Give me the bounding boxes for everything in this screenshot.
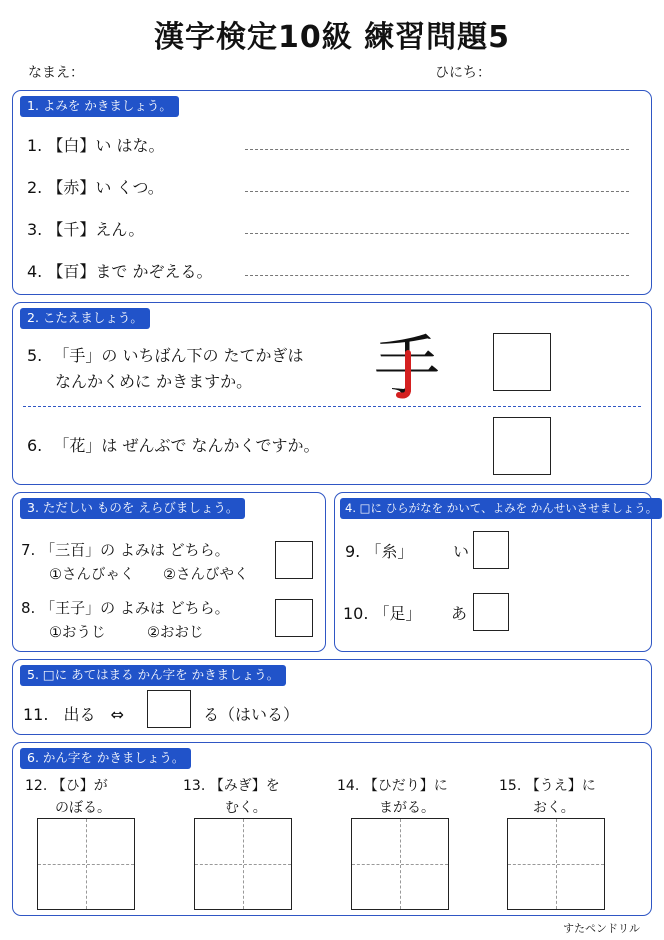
section-6-box <box>12 742 652 916</box>
stroke-order-kanji-glyph: 手 <box>374 328 440 401</box>
question-13-line2: むく。 <box>225 800 267 816</box>
question-10-text: 10. 「足」 <box>343 604 422 623</box>
answer-box-5[interactable] <box>493 333 551 391</box>
question-3-number: 3. <box>27 220 43 239</box>
question-12-line1: 12. 【ひ】が <box>25 778 108 794</box>
question-7-option-1[interactable]: ①さんびゃく <box>49 567 135 583</box>
date-label: ひにち： <box>435 65 491 81</box>
question-6-text: 「花」は ぜんぶで なんかくですか。 <box>53 436 320 455</box>
question-12-line2: のぼる。 <box>55 800 111 816</box>
question-1-text: 【白】い はな。 <box>47 136 165 155</box>
question-4-number: 4. <box>27 262 43 281</box>
stroke-order-kanji-demo <box>369 325 445 401</box>
question-8-option-1[interactable]: ①おうじ <box>49 625 106 641</box>
section-3-box <box>12 492 326 652</box>
question-3-text: 【千】えん。 <box>47 220 145 239</box>
section-5-tag: 5. □に あてはまる かん字を かきましょう。 <box>20 665 286 686</box>
answer-box-10[interactable] <box>473 593 509 631</box>
question-11-suffix: る（はいる） <box>203 705 300 724</box>
question-15-line1: 15. 【うえ】に <box>499 778 596 794</box>
question-11-number: 11. <box>23 705 49 724</box>
question-7-text: 7. 「三百」の よみは どちら。 <box>21 541 230 559</box>
question-5-line2: なんかくめに かきますか。 <box>55 372 253 391</box>
answer-line-3[interactable] <box>245 233 629 234</box>
question-10-kana: あ <box>451 604 468 623</box>
section-4-tag: 4. □に ひらがなを かいて、よみを かんせいさせましょう。 <box>340 498 662 519</box>
section-4-box <box>334 492 658 652</box>
question-9-text: 9. 「糸」 <box>345 542 414 561</box>
answer-box-8[interactable] <box>275 599 313 637</box>
answer-box-6[interactable] <box>493 417 551 475</box>
question-14-line2: まがる。 <box>379 800 435 816</box>
section-5-box <box>12 659 652 735</box>
question-1-number: 1. <box>27 136 43 155</box>
answer-line-1[interactable] <box>245 149 629 150</box>
footer-brand: すたペンドリル <box>563 922 640 935</box>
section-2-tag: 2. こたえましょう。 <box>20 308 150 329</box>
question-1 <box>27 133 164 156</box>
question-4 <box>27 259 212 282</box>
answer-box-7[interactable] <box>275 541 313 579</box>
section-2-divider <box>23 406 641 407</box>
question-5-line1: 「手」の いちばん下の たてかぎは <box>53 346 304 365</box>
kanji-grid-15[interactable] <box>507 818 605 910</box>
kanji-grid-13[interactable] <box>194 818 292 910</box>
question-3 <box>27 217 144 240</box>
page-title: 漢字検定10級 練習問題5 <box>153 20 511 55</box>
question-5-number: 5. <box>27 346 43 365</box>
opposite-arrow-icon: ⇔ <box>110 705 125 724</box>
answer-line-4[interactable] <box>245 275 629 276</box>
section-1-box <box>12 90 652 295</box>
section-2-box <box>12 302 652 485</box>
question-5 <box>27 343 304 366</box>
question-14-line1: 14. 【ひだり】に <box>337 778 448 794</box>
question-7-option-2[interactable]: ②さんびやく <box>163 567 249 583</box>
question-8-option-2[interactable]: ②おおじ <box>147 625 204 641</box>
answer-box-9[interactable] <box>473 531 509 569</box>
section-6-tag: 6. かん字を かきましょう。 <box>20 748 191 769</box>
section-1-tag: 1. よみを かきましょう。 <box>20 96 179 117</box>
question-8-text: 8. 「王子」の よみは どちら。 <box>21 599 230 617</box>
question-2-text: 【赤】い くつ。 <box>47 178 164 197</box>
kanji-grid-12[interactable] <box>37 818 135 910</box>
section-3-tag: 3. ただしい ものを えらびましょう。 <box>20 498 245 519</box>
name-label: なまえ： <box>28 65 84 81</box>
question-15-line2: おく。 <box>533 800 575 816</box>
answer-box-11[interactable] <box>147 690 191 728</box>
question-6-number: 6. <box>27 436 43 455</box>
question-11-word: 出る <box>63 705 96 724</box>
question-6 <box>27 433 320 456</box>
answer-line-2[interactable] <box>245 191 629 192</box>
question-9-kana: い <box>453 542 470 561</box>
kanji-grid-14[interactable] <box>351 818 449 910</box>
question-2 <box>27 175 164 198</box>
question-4-text: 【百】まで かぞえる。 <box>47 262 213 281</box>
question-13-line1: 13. 【みぎ】を <box>183 778 280 794</box>
question-11 <box>23 702 124 725</box>
question-2-number: 2. <box>27 178 43 197</box>
